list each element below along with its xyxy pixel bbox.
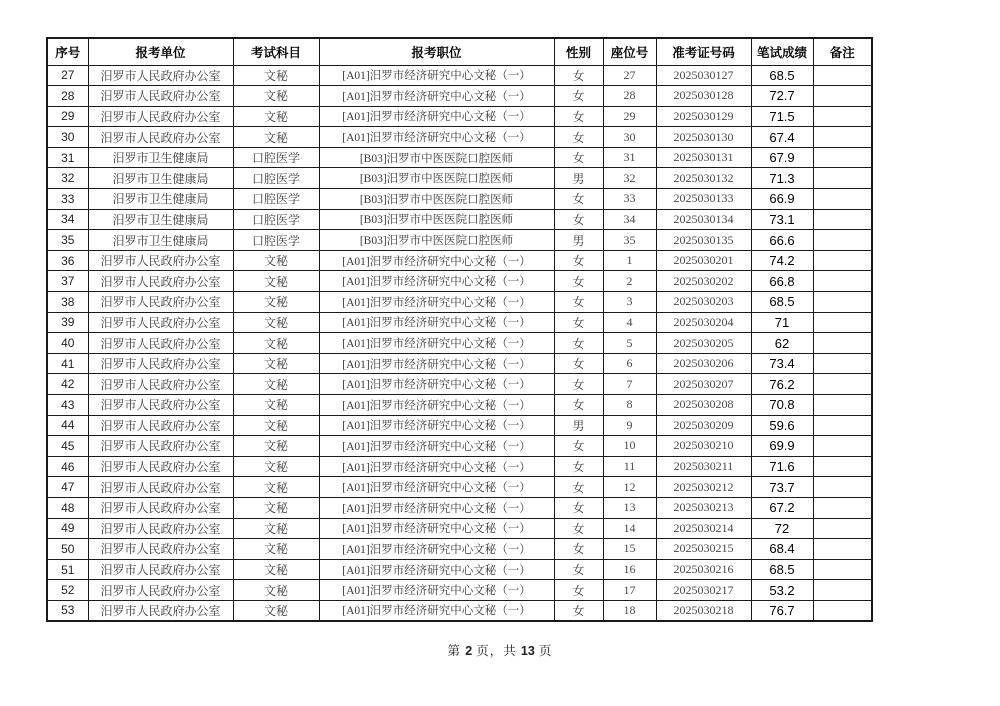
cell-seat-number: 13 <box>603 497 656 518</box>
cell-position: [A01]汨罗市经济研究中心文秘（一） <box>319 600 554 621</box>
cell-ticket-number: 2025030207 <box>656 374 751 395</box>
cell-seat-number: 31 <box>603 147 656 168</box>
cell-remark <box>813 477 872 498</box>
cell-exam-subject: 口腔医学 <box>233 230 319 251</box>
cell-ticket-number: 2025030206 <box>656 353 751 374</box>
cell-serial-number: 28 <box>47 86 88 107</box>
cell-seat-number: 2 <box>603 271 656 292</box>
cell-serial-number: 38 <box>47 292 88 313</box>
cell-seat-number: 27 <box>603 65 656 86</box>
cell-unit: 汨罗市人民政府办公室 <box>88 497 233 518</box>
cell-unit: 汨罗市人民政府办公室 <box>88 518 233 539</box>
cell-gender: 女 <box>554 189 603 210</box>
table-row <box>47 600 872 621</box>
table-row <box>47 374 872 395</box>
cell-exam-subject: 文秘 <box>233 559 319 580</box>
cell-position: [A01]汨罗市经济研究中心文秘（一） <box>319 374 554 395</box>
cell-remark <box>813 518 872 539</box>
cell-gender: 女 <box>554 147 603 168</box>
table-row <box>47 292 872 313</box>
cell-exam-subject: 文秘 <box>233 292 319 313</box>
cell-gender: 女 <box>554 477 603 498</box>
cell-position: [A01]汨罗市经济研究中心文秘（一） <box>319 539 554 560</box>
cell-remark <box>813 374 872 395</box>
header-gender: 性别 <box>554 38 603 65</box>
cell-seat-number: 5 <box>603 333 656 354</box>
cell-unit: 汨罗市人民政府办公室 <box>88 292 233 313</box>
cell-ticket-number: 2025030132 <box>656 168 751 189</box>
cell-gender: 女 <box>554 374 603 395</box>
cell-written-score: 76.2 <box>751 374 813 395</box>
cell-written-score: 71.5 <box>751 106 813 127</box>
table-row <box>47 456 872 477</box>
cell-seat-number: 16 <box>603 559 656 580</box>
cell-unit: 汨罗市人民政府办公室 <box>88 600 233 621</box>
cell-remark <box>813 497 872 518</box>
cell-position: [A01]汨罗市经济研究中心文秘（一） <box>319 292 554 313</box>
cell-remark <box>813 539 872 560</box>
cell-seat-number: 3 <box>603 292 656 313</box>
cell-seat-number: 14 <box>603 518 656 539</box>
cell-written-score: 68.5 <box>751 65 813 86</box>
table-row <box>47 518 872 539</box>
table-header-row <box>47 38 872 65</box>
cell-remark <box>813 395 872 416</box>
cell-remark <box>813 456 872 477</box>
cell-remark <box>813 106 872 127</box>
cell-ticket-number: 2025030201 <box>656 250 751 271</box>
cell-written-score: 73.1 <box>751 209 813 230</box>
table-row <box>47 271 872 292</box>
footer-page-number: 2 <box>465 644 473 658</box>
cell-unit: 汨罗市人民政府办公室 <box>88 65 233 86</box>
header-remark: 备注 <box>813 38 872 65</box>
cell-written-score: 71 <box>751 312 813 333</box>
cell-written-score: 70.8 <box>751 395 813 416</box>
header-written-score: 笔试成绩 <box>751 38 813 65</box>
cell-serial-number: 41 <box>47 353 88 374</box>
table-row <box>47 559 872 580</box>
cell-position: [A01]汨罗市经济研究中心文秘（一） <box>319 127 554 148</box>
cell-unit: 汨罗市人民政府办公室 <box>88 127 233 148</box>
cell-position: [A01]汨罗市经济研究中心文秘（一） <box>319 271 554 292</box>
cell-gender: 男 <box>554 230 603 251</box>
cell-written-score: 67.2 <box>751 497 813 518</box>
cell-remark <box>813 65 872 86</box>
cell-gender: 女 <box>554 271 603 292</box>
cell-gender: 女 <box>554 456 603 477</box>
table-row <box>47 250 872 271</box>
cell-exam-subject: 文秘 <box>233 127 319 148</box>
cell-gender: 女 <box>554 539 603 560</box>
cell-remark <box>813 353 872 374</box>
cell-ticket-number: 2025030208 <box>656 395 751 416</box>
cell-gender: 女 <box>554 250 603 271</box>
cell-remark <box>813 312 872 333</box>
cell-serial-number: 30 <box>47 127 88 148</box>
cell-serial-number: 40 <box>47 333 88 354</box>
cell-written-score: 62 <box>751 333 813 354</box>
cell-serial-number: 53 <box>47 600 88 621</box>
cell-serial-number: 29 <box>47 106 88 127</box>
header-exam-subject: 考试科目 <box>233 38 319 65</box>
cell-exam-subject: 文秘 <box>233 539 319 560</box>
cell-exam-subject: 口腔医学 <box>233 147 319 168</box>
cell-seat-number: 15 <box>603 539 656 560</box>
cell-serial-number: 37 <box>47 271 88 292</box>
cell-serial-number: 31 <box>47 147 88 168</box>
cell-serial-number: 51 <box>47 559 88 580</box>
cell-seat-number: 12 <box>603 477 656 498</box>
header-unit: 报考单位 <box>88 38 233 65</box>
cell-unit: 汨罗市卫生健康局 <box>88 209 233 230</box>
cell-seat-number: 28 <box>603 86 656 107</box>
cell-serial-number: 42 <box>47 374 88 395</box>
cell-seat-number: 11 <box>603 456 656 477</box>
cell-exam-subject: 文秘 <box>233 518 319 539</box>
cell-serial-number: 48 <box>47 497 88 518</box>
cell-ticket-number: 2025030133 <box>656 189 751 210</box>
table-row <box>47 168 872 189</box>
cell-unit: 汨罗市人民政府办公室 <box>88 580 233 601</box>
cell-unit: 汨罗市卫生健康局 <box>88 168 233 189</box>
cell-written-score: 68.5 <box>751 559 813 580</box>
cell-seat-number: 7 <box>603 374 656 395</box>
cell-unit: 汨罗市卫生健康局 <box>88 147 233 168</box>
cell-position: [A01]汨罗市经济研究中心文秘（一） <box>319 456 554 477</box>
cell-ticket-number: 2025030212 <box>656 477 751 498</box>
cell-remark <box>813 559 872 580</box>
cell-position: [A01]汨罗市经济研究中心文秘（一） <box>319 250 554 271</box>
cell-remark <box>813 250 872 271</box>
cell-seat-number: 17 <box>603 580 656 601</box>
cell-gender: 女 <box>554 209 603 230</box>
table-row <box>47 333 872 354</box>
cell-position: [A01]汨罗市经济研究中心文秘（一） <box>319 518 554 539</box>
cell-gender: 女 <box>554 106 603 127</box>
cell-seat-number: 1 <box>603 250 656 271</box>
cell-gender: 男 <box>554 168 603 189</box>
cell-exam-subject: 文秘 <box>233 271 319 292</box>
cell-remark <box>813 580 872 601</box>
cell-ticket-number: 2025030214 <box>656 518 751 539</box>
table-row <box>47 353 872 374</box>
cell-unit: 汨罗市卫生健康局 <box>88 230 233 251</box>
cell-ticket-number: 2025030203 <box>656 292 751 313</box>
cell-remark <box>813 147 872 168</box>
cell-exam-subject: 文秘 <box>233 415 319 436</box>
footer-total-pages: 13 <box>520 644 535 658</box>
cell-written-score: 72 <box>751 518 813 539</box>
cell-gender: 女 <box>554 86 603 107</box>
table-row <box>47 539 872 560</box>
table-row <box>47 415 872 436</box>
cell-ticket-number: 2025030205 <box>656 333 751 354</box>
cell-unit: 汨罗市人民政府办公室 <box>88 559 233 580</box>
table-row <box>47 436 872 457</box>
cell-exam-subject: 文秘 <box>233 312 319 333</box>
cell-position: [A01]汨罗市经济研究中心文秘（一） <box>319 333 554 354</box>
table-row <box>47 580 872 601</box>
cell-unit: 汨罗市人民政府办公室 <box>88 395 233 416</box>
cell-seat-number: 29 <box>603 106 656 127</box>
cell-exam-subject: 文秘 <box>233 65 319 86</box>
cell-gender: 女 <box>554 312 603 333</box>
cell-ticket-number: 2025030215 <box>656 539 751 560</box>
cell-unit: 汨罗市人民政府办公室 <box>88 539 233 560</box>
cell-written-score: 59.6 <box>751 415 813 436</box>
cell-seat-number: 30 <box>603 127 656 148</box>
cell-seat-number: 6 <box>603 353 656 374</box>
cell-remark <box>813 230 872 251</box>
cell-position: [B03]汨罗市中医医院口腔医师 <box>319 189 554 210</box>
page-footer <box>0 641 1000 659</box>
table-row <box>47 147 872 168</box>
cell-seat-number: 35 <box>603 230 656 251</box>
cell-written-score: 72.7 <box>751 86 813 107</box>
cell-remark <box>813 271 872 292</box>
cell-ticket-number: 2025030213 <box>656 497 751 518</box>
cell-exam-subject: 文秘 <box>233 497 319 518</box>
cell-seat-number: 18 <box>603 600 656 621</box>
cell-ticket-number: 2025030134 <box>656 209 751 230</box>
cell-serial-number: 46 <box>47 456 88 477</box>
cell-gender: 女 <box>554 333 603 354</box>
cell-unit: 汨罗市人民政府办公室 <box>88 353 233 374</box>
cell-written-score: 53.2 <box>751 580 813 601</box>
cell-gender: 女 <box>554 559 603 580</box>
cell-written-score: 67.4 <box>751 127 813 148</box>
cell-exam-subject: 口腔医学 <box>233 189 319 210</box>
cell-serial-number: 36 <box>47 250 88 271</box>
cell-ticket-number: 2025030129 <box>656 106 751 127</box>
cell-serial-number: 39 <box>47 312 88 333</box>
cell-exam-subject: 文秘 <box>233 600 319 621</box>
table-row <box>47 86 872 107</box>
cell-gender: 女 <box>554 518 603 539</box>
cell-serial-number: 33 <box>47 189 88 210</box>
cell-seat-number: 9 <box>603 415 656 436</box>
cell-exam-subject: 文秘 <box>233 436 319 457</box>
cell-written-score: 71.6 <box>751 456 813 477</box>
cell-exam-subject: 文秘 <box>233 106 319 127</box>
cell-ticket-number: 2025030131 <box>656 147 751 168</box>
cell-position: [A01]汨罗市经济研究中心文秘（一） <box>319 477 554 498</box>
cell-serial-number: 50 <box>47 539 88 560</box>
cell-position: [A01]汨罗市经济研究中心文秘（一） <box>319 580 554 601</box>
cell-remark <box>813 415 872 436</box>
cell-exam-subject: 文秘 <box>233 580 319 601</box>
cell-ticket-number: 2025030127 <box>656 65 751 86</box>
cell-serial-number: 52 <box>47 580 88 601</box>
footer-middle: 页，共 <box>476 644 517 658</box>
table-row <box>47 395 872 416</box>
table-row <box>47 312 872 333</box>
cell-exam-subject: 文秘 <box>233 86 319 107</box>
cell-exam-subject: 文秘 <box>233 477 319 498</box>
cell-ticket-number: 2025030209 <box>656 415 751 436</box>
cell-position: [A01]汨罗市经济研究中心文秘（一） <box>319 395 554 416</box>
cell-gender: 女 <box>554 127 603 148</box>
cell-unit: 汨罗市人民政府办公室 <box>88 333 233 354</box>
header-seat-number: 座位号 <box>603 38 656 65</box>
cell-serial-number: 45 <box>47 436 88 457</box>
cell-position: [B03]汨罗市中医医院口腔医师 <box>319 147 554 168</box>
cell-ticket-number: 2025030128 <box>656 86 751 107</box>
cell-seat-number: 4 <box>603 312 656 333</box>
cell-position: [A01]汨罗市经济研究中心文秘（一） <box>319 415 554 436</box>
cell-position: [A01]汨罗市经济研究中心文秘（一） <box>319 497 554 518</box>
cell-gender: 女 <box>554 436 603 457</box>
cell-position: [B03]汨罗市中医医院口腔医师 <box>319 209 554 230</box>
cell-gender: 女 <box>554 497 603 518</box>
cell-position: [B03]汨罗市中医医院口腔医师 <box>319 230 554 251</box>
cell-written-score: 71.3 <box>751 168 813 189</box>
cell-unit: 汨罗市人民政府办公室 <box>88 86 233 107</box>
cell-seat-number: 32 <box>603 168 656 189</box>
table-row <box>47 106 872 127</box>
cell-serial-number: 27 <box>47 65 88 86</box>
cell-position: [A01]汨罗市经济研究中心文秘（一） <box>319 436 554 457</box>
cell-unit: 汨罗市人民政府办公室 <box>88 436 233 457</box>
cell-gender: 女 <box>554 600 603 621</box>
cell-position: [A01]汨罗市经济研究中心文秘（一） <box>319 353 554 374</box>
cell-written-score: 68.4 <box>751 539 813 560</box>
cell-exam-subject: 文秘 <box>233 250 319 271</box>
cell-serial-number: 43 <box>47 395 88 416</box>
cell-serial-number: 47 <box>47 477 88 498</box>
cell-ticket-number: 2025030130 <box>656 127 751 148</box>
cell-remark <box>813 189 872 210</box>
cell-gender: 女 <box>554 580 603 601</box>
cell-written-score: 76.7 <box>751 600 813 621</box>
cell-exam-subject: 口腔医学 <box>233 168 319 189</box>
cell-written-score: 73.7 <box>751 477 813 498</box>
cell-seat-number: 10 <box>603 436 656 457</box>
cell-serial-number: 44 <box>47 415 88 436</box>
cell-remark <box>813 436 872 457</box>
table-body <box>47 65 872 621</box>
cell-remark <box>813 127 872 148</box>
cell-remark <box>813 333 872 354</box>
cell-gender: 男 <box>554 415 603 436</box>
cell-exam-subject: 文秘 <box>233 353 319 374</box>
cell-serial-number: 34 <box>47 209 88 230</box>
table-row <box>47 65 872 86</box>
table-row <box>47 189 872 210</box>
cell-written-score: 67.9 <box>751 147 813 168</box>
cell-written-score: 68.5 <box>751 292 813 313</box>
cell-exam-subject: 文秘 <box>233 374 319 395</box>
cell-unit: 汨罗市人民政府办公室 <box>88 477 233 498</box>
cell-written-score: 66.8 <box>751 271 813 292</box>
cell-ticket-number: 2025030211 <box>656 456 751 477</box>
cell-ticket-number: 2025030202 <box>656 271 751 292</box>
cell-written-score: 66.9 <box>751 189 813 210</box>
cell-gender: 女 <box>554 65 603 86</box>
cell-unit: 汨罗市人民政府办公室 <box>88 415 233 436</box>
cell-remark <box>813 86 872 107</box>
cell-unit: 汨罗市人民政府办公室 <box>88 271 233 292</box>
cell-position: [A01]汨罗市经济研究中心文秘（一） <box>319 65 554 86</box>
header-position: 报考职位 <box>319 38 554 65</box>
cell-exam-subject: 文秘 <box>233 333 319 354</box>
cell-unit: 汨罗市人民政府办公室 <box>88 374 233 395</box>
table-row <box>47 209 872 230</box>
cell-unit: 汨罗市人民政府办公室 <box>88 456 233 477</box>
cell-ticket-number: 2025030204 <box>656 312 751 333</box>
cell-remark <box>813 600 872 621</box>
cell-ticket-number: 2025030216 <box>656 559 751 580</box>
cell-position: [B03]汨罗市中医医院口腔医师 <box>319 168 554 189</box>
cell-exam-subject: 口腔医学 <box>233 209 319 230</box>
cell-unit: 汨罗市卫生健康局 <box>88 189 233 210</box>
cell-ticket-number: 2025030217 <box>656 580 751 601</box>
cell-position: [A01]汨罗市经济研究中心文秘（一） <box>319 106 554 127</box>
cell-seat-number: 34 <box>603 209 656 230</box>
table-row <box>47 230 872 251</box>
header-serial-number: 序号 <box>47 38 88 65</box>
table-row <box>47 127 872 148</box>
header-ticket-number: 准考证号码 <box>656 38 751 65</box>
cell-ticket-number: 2025030135 <box>656 230 751 251</box>
cell-unit: 汨罗市人民政府办公室 <box>88 106 233 127</box>
cell-gender: 女 <box>554 353 603 374</box>
footer-suffix: 页 <box>538 644 553 658</box>
cell-gender: 女 <box>554 292 603 313</box>
cell-ticket-number: 2025030218 <box>656 600 751 621</box>
cell-ticket-number: 2025030210 <box>656 436 751 457</box>
cell-remark <box>813 209 872 230</box>
cell-exam-subject: 文秘 <box>233 456 319 477</box>
table-row <box>47 477 872 498</box>
cell-position: [A01]汨罗市经济研究中心文秘（一） <box>319 86 554 107</box>
cell-written-score: 66.6 <box>751 230 813 251</box>
cell-unit: 汨罗市人民政府办公室 <box>88 312 233 333</box>
cell-remark <box>813 168 872 189</box>
cell-gender: 女 <box>554 395 603 416</box>
cell-position: [A01]汨罗市经济研究中心文秘（一） <box>319 312 554 333</box>
cell-written-score: 74.2 <box>751 250 813 271</box>
cell-exam-subject: 文秘 <box>233 395 319 416</box>
cell-seat-number: 8 <box>603 395 656 416</box>
cell-serial-number: 32 <box>47 168 88 189</box>
cell-position: [A01]汨罗市经济研究中心文秘（一） <box>319 559 554 580</box>
cell-serial-number: 49 <box>47 518 88 539</box>
cell-serial-number: 35 <box>47 230 88 251</box>
cell-written-score: 69.9 <box>751 436 813 457</box>
cell-unit: 汨罗市人民政府办公室 <box>88 250 233 271</box>
footer-prefix: 第 <box>447 644 462 658</box>
cell-remark <box>813 292 872 313</box>
exam-score-table <box>46 37 873 622</box>
cell-seat-number: 33 <box>603 189 656 210</box>
table-row <box>47 497 872 518</box>
cell-written-score: 73.4 <box>751 353 813 374</box>
